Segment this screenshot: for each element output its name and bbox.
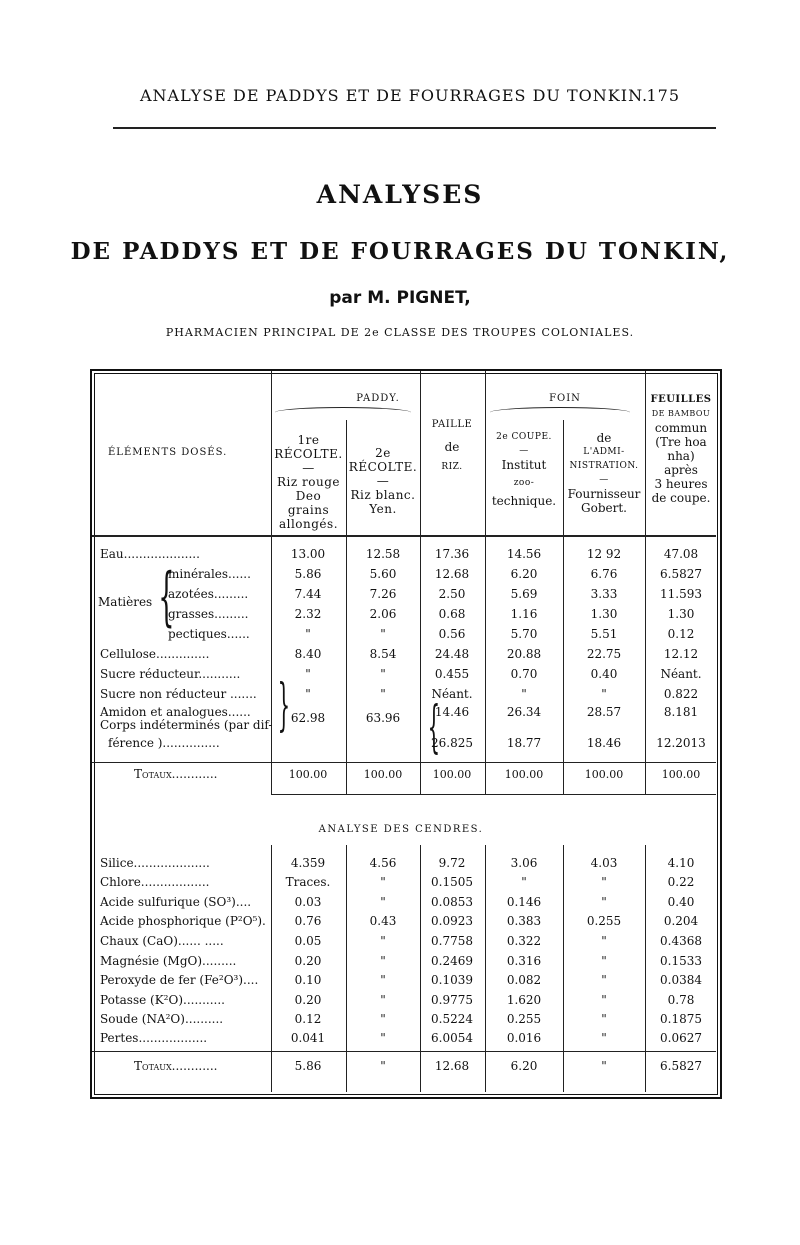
- col-divider: [563, 420, 564, 795]
- table-cell: 0.204: [663, 914, 699, 928]
- table-cell: 0.43: [369, 914, 397, 928]
- table-cell: 8.181: [663, 705, 699, 719]
- table-cell: 0.0627: [660, 1031, 702, 1045]
- table-cell: 6.0054: [431, 1031, 473, 1045]
- table-cell: ": [380, 627, 386, 641]
- paille-brace: {: [427, 695, 441, 760]
- table-cell: Néant.: [431, 687, 473, 701]
- table-cell: ": [380, 875, 386, 889]
- table-cell: ": [380, 993, 386, 1007]
- table-cell: 0.1505: [431, 875, 473, 889]
- table-cell: 4.56: [369, 856, 397, 870]
- row-label: pectiques......: [168, 627, 250, 641]
- table-cell: ": [521, 687, 527, 701]
- table-cell: 0.78: [667, 993, 695, 1007]
- ash-totals-label: Totaux............: [134, 1059, 218, 1073]
- foin-brace: [490, 407, 630, 418]
- table-cell: 0.0384: [660, 973, 702, 987]
- table-cell: 0.455: [434, 667, 470, 681]
- paille-line: RIZ.: [441, 462, 463, 472]
- feuilles-line: DE BAMBOU: [651, 409, 711, 418]
- total-cell: 100.00: [504, 768, 544, 781]
- article-subtitle: DE PADDYS ET DE FOURRAGES DU TONKIN,: [70, 238, 730, 265]
- table-cell: 0.822: [663, 687, 699, 701]
- foin-col2-line: NISTRATION.: [569, 461, 639, 471]
- table-cell: ": [601, 934, 607, 948]
- running-head-title: ANALYSE DE PADDYS ET DE FOURRAGES DU TONKIN.: [140, 86, 649, 105]
- table-cell: 0.10: [294, 973, 322, 987]
- foin-col2-line: de: [596, 431, 612, 445]
- row-label: Acide phosphorique (P²O⁵).: [100, 914, 266, 928]
- total-cell: 100.00: [288, 768, 328, 781]
- table-cell: 5.60: [369, 567, 397, 581]
- header-feuilles: [645, 393, 717, 505]
- table-cell: 8.54: [369, 647, 397, 661]
- paddy-col2-line: Yen.: [369, 502, 397, 516]
- total-cell: 100.00: [584, 768, 624, 781]
- table-cell: 12.12: [663, 647, 699, 661]
- total-cell: 100.00: [363, 768, 403, 781]
- table-cell: 0.22: [667, 875, 695, 889]
- feuilles-line: de coupe.: [651, 491, 711, 505]
- row-label: Pertes..................: [100, 1031, 208, 1045]
- table-cell: 0.383: [506, 914, 542, 928]
- row-label: Magnésie (MgO).........: [100, 954, 237, 968]
- table-cell: ": [601, 954, 607, 968]
- paddy-col1-line: grains: [287, 503, 330, 517]
- table-cell: 7.26: [369, 587, 397, 601]
- total-cell: 12.68: [434, 1059, 470, 1073]
- total-cell: 100.00: [432, 768, 472, 781]
- table-cell: 8.40: [294, 647, 322, 661]
- table-cell: 0.1875: [660, 1012, 702, 1026]
- table-cell: 14.56: [506, 547, 542, 561]
- table-cell: 0.2469: [431, 954, 473, 968]
- foin-col2-line: L'ADMI-: [583, 447, 625, 457]
- matieres-label: Matières: [98, 595, 153, 609]
- paddy-col1-line: Riz rouge: [277, 475, 340, 489]
- table-cell: 5.69: [510, 587, 538, 601]
- header-elements: ÉLÉMENTS DOSÉS.: [108, 447, 228, 458]
- table-cell: 1.30: [590, 607, 618, 621]
- col-divider: [420, 371, 421, 795]
- table-cell: 0.4368: [660, 934, 702, 948]
- paddy-col1-line: 1re RÉCOLTE.: [274, 433, 343, 461]
- row-label: Sucre non réducteur .......: [100, 687, 257, 701]
- table-cell: 28.57: [586, 705, 622, 719]
- table-cell: 0.255: [506, 1012, 542, 1026]
- table-cell: 0.40: [590, 667, 618, 681]
- table-cell: 0.12: [294, 1012, 322, 1026]
- row-label: Soude (NA²O)..........: [100, 1012, 224, 1026]
- table-cell: ": [601, 993, 607, 1007]
- table-cell: Néant.: [660, 667, 702, 681]
- header-rule: [113, 127, 716, 129]
- header-foin-col1: [485, 430, 563, 508]
- header-paddy-col2: [346, 446, 420, 516]
- table-cell: 7.44: [294, 587, 322, 601]
- table-cell: 0.20: [294, 954, 322, 968]
- table-cell: 6.76: [590, 567, 618, 581]
- paddy-col1-line: allongés.: [278, 517, 339, 531]
- totals-label: Totaux............: [134, 767, 218, 781]
- paddy-col2-line: Riz blanc.: [350, 488, 416, 502]
- row-label: Silice....................: [100, 856, 210, 870]
- feuilles-line: 3 heures: [654, 477, 708, 491]
- table-cell: 6.5827: [660, 567, 702, 581]
- feuilles-line: FEUILLES: [650, 394, 712, 405]
- matieres-brace: {: [158, 560, 175, 634]
- table-cell: ": [380, 973, 386, 987]
- table-cell: 0.76: [294, 914, 322, 928]
- col-divider: [563, 845, 564, 1092]
- total-cell: 5.86: [294, 1059, 322, 1073]
- row-label: Acide sulfurique (SO³)....: [100, 895, 252, 909]
- table-cell: 63.96: [365, 711, 401, 725]
- header-foin: FOIN: [549, 393, 581, 404]
- table-cell: 12 92: [586, 547, 622, 561]
- total-cell: 6.5827: [660, 1059, 702, 1073]
- row-label: Potasse (K²O)...........: [100, 993, 225, 1007]
- row-label: Amidon et analogues......: [100, 705, 251, 719]
- paille-line: PAILLE: [431, 419, 473, 430]
- paddy-brace: [275, 407, 411, 418]
- table-cell: 62.98: [290, 711, 326, 725]
- table-cell: 0.03: [294, 895, 322, 909]
- table-cell: 20.88: [506, 647, 542, 661]
- table-cell: ": [380, 1012, 386, 1026]
- header-separator: [92, 535, 716, 537]
- table-cell: 14.46: [434, 705, 470, 719]
- table-cell: ": [601, 687, 607, 701]
- table-cell: 1.16: [510, 607, 538, 621]
- row-label: Corps indéterminés (par dif-: [100, 718, 273, 732]
- paddy-col2-line: 2e RÉCOLTE.: [348, 446, 418, 474]
- table-cell: ": [380, 1031, 386, 1045]
- article-author: par M. PIGNET,: [329, 288, 471, 308]
- table-cell: 12.58: [365, 547, 401, 561]
- table-cell: 17.36: [434, 547, 470, 561]
- table-cell: 11.593: [660, 587, 702, 601]
- table-cell: 0.9775: [431, 993, 473, 1007]
- table-cell: ": [305, 627, 311, 641]
- col-divider: [645, 371, 646, 795]
- table-cell: 0.146: [506, 895, 542, 909]
- table-cell: 2.32: [294, 607, 322, 621]
- table-cell: Traces.: [285, 875, 331, 889]
- table-cell: 26.825: [431, 736, 473, 750]
- paddy-col1-line: —: [302, 461, 315, 475]
- header-foin-col2: [563, 431, 645, 515]
- author-affiliation: PHARMACIEN PRINCIPAL DE 2e CLASSE DES TROUPES COLONIALES.: [165, 326, 635, 339]
- table-cell: 0.05: [294, 934, 322, 948]
- table-cell: 0.1039: [431, 973, 473, 987]
- total-cell: 100.00: [661, 768, 701, 781]
- total-cell: ": [380, 1059, 386, 1073]
- table-cell: 18.46: [586, 736, 622, 750]
- row-label: Chaux (CaO)...... .....: [100, 934, 224, 948]
- table-cell: 4.03: [590, 856, 618, 870]
- row-label: férence )...............: [108, 736, 220, 750]
- table-cell: 4.359: [290, 856, 326, 870]
- table-cell: 5.86: [294, 567, 322, 581]
- ash-heading: ANALYSE DES CENDRES.: [318, 824, 484, 835]
- table-cell: 5.51: [590, 627, 618, 641]
- header-paddy: PADDY.: [356, 393, 400, 404]
- table-cell: ": [601, 1031, 607, 1045]
- running-head: [140, 86, 680, 108]
- foin-col1-line: Institut: [501, 458, 547, 472]
- table-cell: ": [521, 875, 527, 889]
- row-label: Peroxyde de fer (Fe²O³)....: [100, 973, 259, 987]
- ash-totals-separator: [92, 1051, 716, 1052]
- row-label: minérales......: [168, 567, 251, 581]
- article-title: ANALYSES: [316, 180, 484, 209]
- header-paille: [421, 418, 483, 474]
- table-cell: 3.33: [590, 587, 618, 601]
- table-cell: 5.70: [510, 627, 538, 641]
- table-cell: ": [380, 954, 386, 968]
- table-cell: ": [380, 934, 386, 948]
- table-cell: 18.77: [506, 736, 542, 750]
- table-cell: 13.00: [290, 547, 326, 561]
- table-cell: 0.041: [290, 1031, 326, 1045]
- totals-separator: [92, 762, 716, 763]
- foin-col2-line: Fournisseur: [567, 487, 641, 501]
- feuilles-line: après: [664, 463, 698, 477]
- amidon-corps-brace: }: [277, 673, 291, 738]
- table-cell: 0.70: [510, 667, 538, 681]
- foin-col2-line: Gobert.: [581, 501, 627, 515]
- row-label: Sucre réducteur...........: [100, 667, 241, 681]
- table-cell: 12.2013: [656, 736, 706, 750]
- table-cell: 3.06: [510, 856, 538, 870]
- row-label: Chlore..................: [100, 875, 210, 889]
- table-cell: 6.20: [510, 567, 538, 581]
- table-cell: 47.08: [663, 547, 699, 561]
- table-cell: 0.68: [438, 607, 466, 621]
- table-cell: 0.316: [506, 954, 542, 968]
- paille-line: de: [444, 440, 460, 454]
- table-cell: 1.620: [506, 993, 542, 1007]
- table-cell: ": [380, 687, 386, 701]
- paddy-col1-line: Deo: [295, 489, 322, 503]
- row-label: Eau....................: [100, 547, 200, 561]
- feuilles-line: commun: [654, 421, 708, 435]
- feuilles-line: (Tre hoa: [655, 435, 707, 449]
- table-cell: 2.06: [369, 607, 397, 621]
- foin-col1-line: 2e COUPE.: [496, 432, 552, 442]
- table-cell: ": [601, 895, 607, 909]
- table-cell: ": [305, 687, 311, 701]
- table-cell: ": [380, 667, 386, 681]
- table-cell: 22.75: [586, 647, 622, 661]
- table-cell: 9.72: [438, 856, 466, 870]
- table-cell: 1.30: [667, 607, 695, 621]
- totals-bottom-rule: [271, 794, 716, 795]
- paddy-col2-line: —: [376, 474, 390, 488]
- foin-col1-line: technique.: [491, 494, 557, 508]
- table-cell: 0.016: [506, 1031, 542, 1045]
- table-cell: ": [305, 667, 311, 681]
- table-cell: 0.082: [506, 973, 542, 987]
- table-cell: 0.0853: [431, 895, 473, 909]
- foin-col1-line: —: [519, 446, 529, 456]
- table-cell: 0.322: [506, 934, 542, 948]
- table-cell: 0.12: [667, 627, 695, 641]
- table-cell: ": [601, 875, 607, 889]
- table-cell: 2.50: [438, 587, 466, 601]
- foin-col1-line: zoo-: [513, 478, 535, 488]
- table-cell: 26.34: [506, 705, 542, 719]
- header-paddy-col1: [271, 433, 346, 531]
- table-cell: 0.40: [667, 895, 695, 909]
- total-cell: 6.20: [510, 1059, 538, 1073]
- table-cell: 0.255: [586, 914, 622, 928]
- table-cell: ": [380, 895, 386, 909]
- row-label: azotées.........: [168, 587, 249, 601]
- table-cell: ": [601, 973, 607, 987]
- table-cell: 0.7758: [431, 934, 473, 948]
- row-label: Cellulose..............: [100, 647, 210, 661]
- table-cell: 24.48: [434, 647, 470, 661]
- table-cell: 0.20: [294, 993, 322, 1007]
- table-cell: ": [601, 1012, 607, 1026]
- foin-col2-line: —: [599, 475, 609, 485]
- table-cell: 0.56: [438, 627, 466, 641]
- table-cell: 0.0923: [431, 914, 473, 928]
- col-divider: [485, 371, 486, 795]
- table-cell: 0.5224: [431, 1012, 473, 1026]
- table-cell: 4.10: [667, 856, 695, 870]
- page-number: 175: [646, 86, 680, 105]
- row-label: grasses.........: [168, 607, 249, 621]
- table-cell: 0.1533: [660, 954, 702, 968]
- table-cell: 12.68: [434, 567, 470, 581]
- total-cell: ": [601, 1059, 607, 1073]
- feuilles-line: nha): [667, 449, 695, 463]
